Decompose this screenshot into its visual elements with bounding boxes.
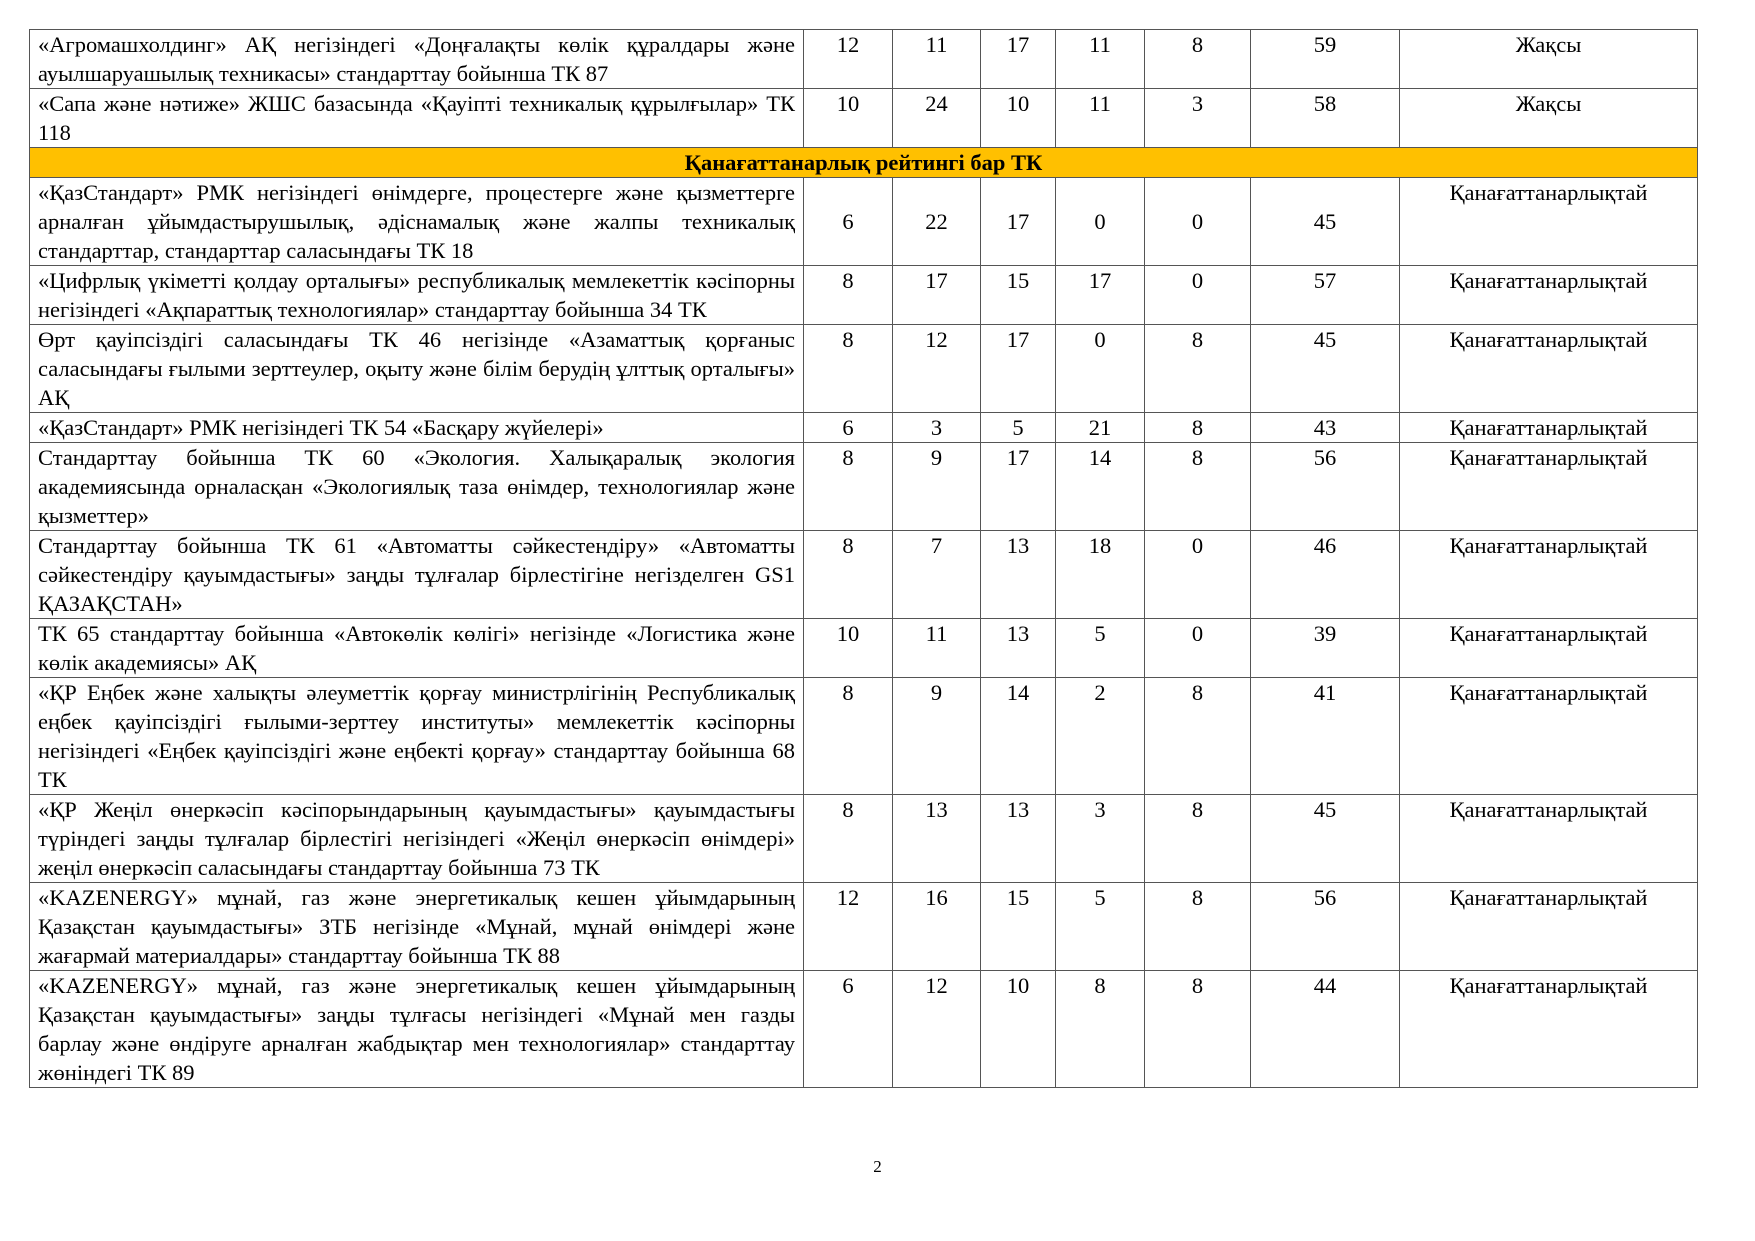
- score-cell: 6: [804, 971, 893, 1088]
- rating-grade-cell: Қанағаттанарлықтай: [1400, 883, 1698, 971]
- section-row: [30, 148, 1698, 178]
- table-row: [30, 795, 1698, 883]
- score-cell: 17: [981, 325, 1056, 413]
- score-cell: 8: [804, 795, 893, 883]
- score-cell: 8: [1145, 413, 1251, 443]
- score-cell: 12: [893, 325, 981, 413]
- score-cell: 8: [1056, 971, 1145, 1088]
- score-cell: 13: [893, 795, 981, 883]
- total-score-cell: 41: [1251, 678, 1400, 795]
- score-cell: 8: [1145, 795, 1251, 883]
- rating-grade-cell: Қанағаттанарлықтай: [1400, 178, 1698, 266]
- score-cell: 22: [893, 178, 981, 266]
- rating-grade-cell: Қанағаттанарлықтай: [1400, 971, 1698, 1088]
- total-score-cell: 44: [1251, 971, 1400, 1088]
- score-cell: 10: [981, 89, 1056, 148]
- score-cell: 17: [981, 30, 1056, 89]
- table-row: [30, 443, 1698, 531]
- score-cell: 9: [893, 443, 981, 531]
- total-score-cell: 45: [1251, 325, 1400, 413]
- table-section-header: [30, 148, 1698, 178]
- rating-grade-cell: Қанағаттанарлықтай: [1400, 795, 1698, 883]
- score-cell: 0: [1145, 619, 1251, 678]
- rating-grade-cell: Жақсы: [1400, 30, 1698, 89]
- score-cell: 9: [893, 678, 981, 795]
- rating-table: [29, 29, 1698, 1088]
- rating-grade-cell: Қанағаттанарлықтай: [1400, 678, 1698, 795]
- table-row: [30, 30, 1698, 89]
- table-body-top: [30, 30, 1698, 148]
- score-cell: 2: [1056, 678, 1145, 795]
- table-row: [30, 971, 1698, 1088]
- table-row: [30, 325, 1698, 413]
- table-row: [30, 89, 1698, 148]
- score-cell: 0: [1145, 531, 1251, 619]
- score-cell: 0: [1145, 178, 1251, 266]
- score-cell: 12: [893, 971, 981, 1088]
- score-cell: 8: [804, 266, 893, 325]
- score-cell: 13: [981, 531, 1056, 619]
- committee-name-cell: Өрт қауіпсіздігі саласындағы ТК 46 негізінде «Азаматтық қорғаныс саласындағы ғылыми зерттеулер, оқыту және білім берудің ұлттық орталығы» АҚ: [30, 325, 804, 413]
- committee-name-cell: «ҚазСтандарт» РМК негізіндегі өнімдерге, процестерге және қызметтерге арналған ұйымдастырушылық, әдіснамалық және жалпы техникалық стандарттар, стандарттар саласындағы ТК 18: [30, 178, 804, 266]
- rating-grade-cell: Қанағаттанарлықтай: [1400, 531, 1698, 619]
- score-cell: 17: [1056, 266, 1145, 325]
- committee-name-cell: «ҚР Жеңіл өнеркәсіп кәсіпорындарының қауымдастығы» қауымдастығы түріндегі заңды тұлғалар бірлестігі негізіндегі «Жеңіл өнеркәсіп өнімдері» жеңіл өнеркәсіп саласындағы стандарттау бойынша 73 ТК: [30, 795, 804, 883]
- committee-name-cell: «ҚР Еңбек және халықты әлеуметтік қорғау министрлігінің Республикалық еңбек қауіпсіздігі ғылыми-зерттеу институты» мемлекеттік кәсіпорны негізіндегі «Еңбек қауіпсіздігі және еңбекті қорғау» стандарттау бойынша 68 ТК: [30, 678, 804, 795]
- total-score-cell: 59: [1251, 30, 1400, 89]
- score-cell: 8: [1145, 971, 1251, 1088]
- total-score-cell: 46: [1251, 531, 1400, 619]
- score-cell: 3: [1145, 89, 1251, 148]
- score-cell: 21: [1056, 413, 1145, 443]
- table-row: [30, 413, 1698, 443]
- committee-name-cell: ТК 65 стандарттау бойынша «Автокөлік көлігі» негізінде «Логистика және көлік академиясы» АҚ: [30, 619, 804, 678]
- score-cell: 15: [981, 883, 1056, 971]
- total-score-cell: 58: [1251, 89, 1400, 148]
- score-cell: 8: [1145, 883, 1251, 971]
- score-cell: 12: [804, 30, 893, 89]
- score-cell: 17: [981, 443, 1056, 531]
- score-cell: 6: [804, 413, 893, 443]
- score-cell: 14: [1056, 443, 1145, 531]
- total-score-cell: 56: [1251, 443, 1400, 531]
- score-cell: 8: [1145, 325, 1251, 413]
- table-row: [30, 678, 1698, 795]
- score-cell: 5: [1056, 883, 1145, 971]
- table-row: [30, 619, 1698, 678]
- committee-name-cell: Стандарттау бойынша ТК 60 «Экология. Халықаралық экология академиясында орналасқан «Экологиялық таза өнімдер, технологиялар және қызметтер»: [30, 443, 804, 531]
- score-cell: 3: [893, 413, 981, 443]
- score-cell: 11: [893, 30, 981, 89]
- total-score-cell: 45: [1251, 178, 1400, 266]
- score-cell: 13: [981, 619, 1056, 678]
- score-cell: 8: [804, 325, 893, 413]
- score-cell: 8: [804, 443, 893, 531]
- score-cell: 5: [1056, 619, 1145, 678]
- score-cell: 14: [981, 678, 1056, 795]
- rating-grade-cell: Қанағаттанарлықтай: [1400, 325, 1698, 413]
- table-body-bottom: [30, 178, 1698, 1088]
- page-number: 2: [873, 1157, 882, 1176]
- total-score-cell: 56: [1251, 883, 1400, 971]
- score-cell: 15: [981, 266, 1056, 325]
- table-row: [30, 266, 1698, 325]
- score-cell: 10: [804, 619, 893, 678]
- score-cell: 10: [981, 971, 1056, 1088]
- rating-grade-cell: Қанағаттанарлықтай: [1400, 443, 1698, 531]
- rating-grade-cell: Қанағаттанарлықтай: [1400, 413, 1698, 443]
- score-cell: 8: [1145, 678, 1251, 795]
- score-cell: 11: [1056, 30, 1145, 89]
- committee-name-cell: «KAZENERGY» мұнай, газ және энергетикалық кешен ұйымдарының Қазақстан қауымдастығы» заңды тұлғасы негізіндегі «Мұнай мен газды барлау және өндіруге арналған жабдықтар мен технологиялар» стандарттау жөніндегі ТК 89: [30, 971, 804, 1088]
- score-cell: 8: [1145, 30, 1251, 89]
- score-cell: 3: [1056, 795, 1145, 883]
- total-score-cell: 39: [1251, 619, 1400, 678]
- score-cell: 17: [981, 178, 1056, 266]
- score-cell: 8: [1145, 443, 1251, 531]
- score-cell: 6: [804, 178, 893, 266]
- score-cell: 8: [804, 531, 893, 619]
- score-cell: 17: [893, 266, 981, 325]
- score-cell: 0: [1145, 266, 1251, 325]
- section-title: Қанағаттанарлық рейтингі бар ТК: [30, 148, 1698, 178]
- rating-grade-cell: Қанағаттанарлықтай: [1400, 619, 1698, 678]
- score-cell: 11: [1056, 89, 1145, 148]
- committee-name-cell: «Агромашхолдинг» АҚ негізіндегі «Доңғалақты көлік құралдары және ауылшаруашылық техникасы» стандарттау бойынша ТК 87: [30, 30, 804, 89]
- score-cell: 0: [1056, 178, 1145, 266]
- committee-name-cell: «ҚазСтандарт» РМК негізіндегі ТК 54 «Басқару жүйелері»: [30, 413, 804, 443]
- score-cell: 8: [804, 678, 893, 795]
- table-row: [30, 178, 1698, 266]
- rating-grade-cell: Жақсы: [1400, 89, 1698, 148]
- table-row: [30, 531, 1698, 619]
- committee-name-cell: «Цифрлық үкіметті қолдау орталығы» республикалық мемлекеттік кәсіпорны негізіндегі «Ақпараттық технологиялар» стандарттау бойынша 34 ТК: [30, 266, 804, 325]
- total-score-cell: 45: [1251, 795, 1400, 883]
- total-score-cell: 43: [1251, 413, 1400, 443]
- table-row: [30, 883, 1698, 971]
- score-cell: 18: [1056, 531, 1145, 619]
- rating-grade-cell: Қанағаттанарлықтай: [1400, 266, 1698, 325]
- score-cell: 13: [981, 795, 1056, 883]
- total-score-cell: 57: [1251, 266, 1400, 325]
- score-cell: 7: [893, 531, 981, 619]
- score-cell: 16: [893, 883, 981, 971]
- score-cell: 12: [804, 883, 893, 971]
- committee-name-cell: «Сапа және нәтиже» ЖШС базасында «Қауіпті техникалық құрылғылар» ТК 118: [30, 89, 804, 148]
- score-cell: 24: [893, 89, 981, 148]
- committee-name-cell: «KAZENERGY» мұнай, газ және энергетикалық кешен ұйымдарының Қазақстан қауымдастығы» ЗТБ негізінде «Мұнай, мұнай өнімдері және жағармай материалдары» стандарттау бойынша ТК 88: [30, 883, 804, 971]
- score-cell: 11: [893, 619, 981, 678]
- committee-name-cell: Стандарттау бойынша ТК 61 «Автоматты сәйкестендіру» «Автоматты сәйкестендіру қауымдастығы» заңды тұлғалар бірлестігіне негізделген GS1 ҚАЗАҚСТАН»: [30, 531, 804, 619]
- score-cell: 5: [981, 413, 1056, 443]
- score-cell: 10: [804, 89, 893, 148]
- score-cell: 0: [1056, 325, 1145, 413]
